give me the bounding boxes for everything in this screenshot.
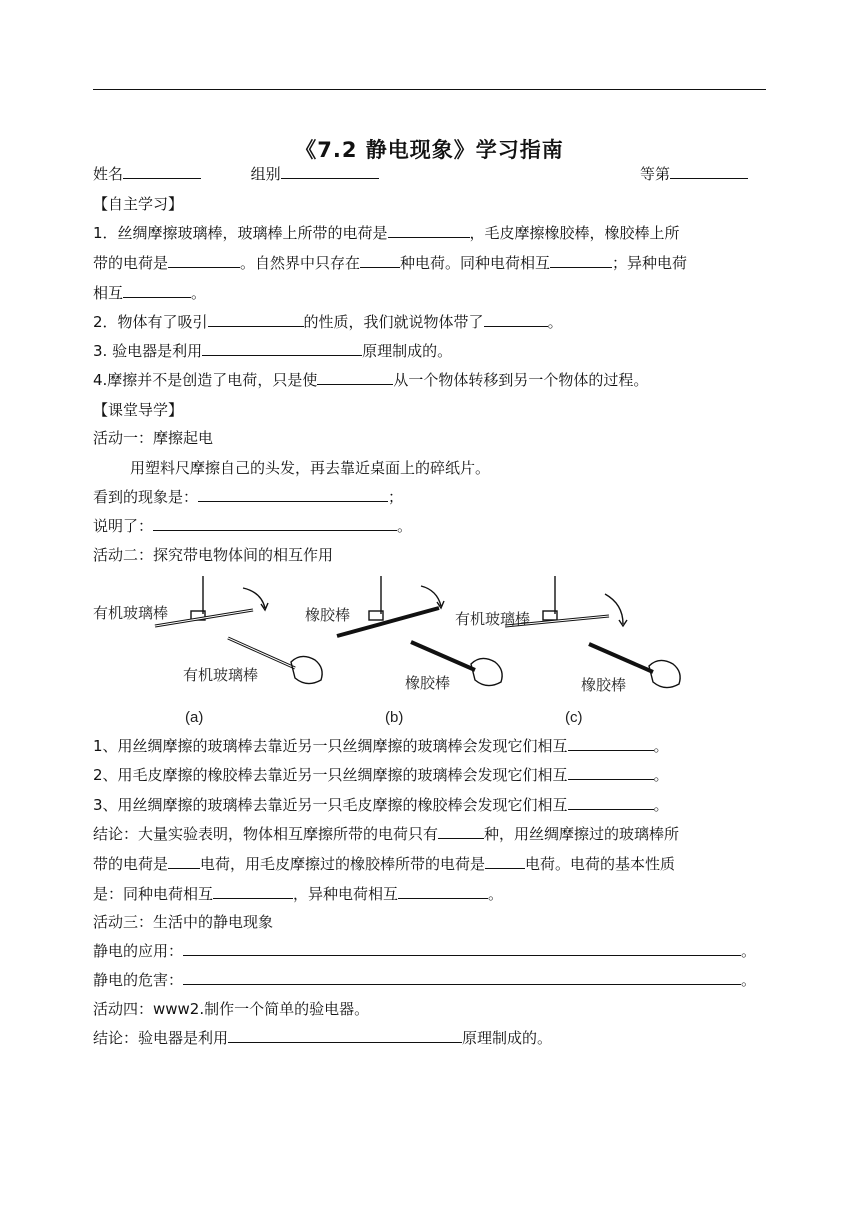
rubber-rod-c-hand (589, 644, 653, 672)
grade-field (640, 164, 748, 184)
q1-blank1[interactable] (388, 223, 470, 238)
grade-blank[interactable] (670, 164, 748, 179)
q2-blank2[interactable] (484, 312, 548, 327)
label-b-bottom: 橡胶棒 (405, 675, 451, 692)
conc-blank2[interactable] (168, 854, 200, 869)
caption-a: (a) (185, 709, 204, 726)
header-fields (93, 164, 379, 184)
q1-blank4[interactable] (550, 253, 612, 268)
activity1-observe: 看到的现象是： ； (93, 488, 404, 506)
q1-blank3[interactable] (360, 253, 400, 268)
label-c-bottom: 橡胶棒 (581, 677, 627, 694)
label-b-top: 橡胶棒 (305, 607, 351, 624)
harm-blank[interactable] (183, 970, 741, 985)
explain-blank[interactable] (153, 516, 397, 531)
section-self-study: 【自主学习】 (93, 195, 184, 213)
conc-blank5[interactable] (398, 884, 488, 899)
header-rule (93, 89, 766, 90)
hand-b (471, 658, 502, 685)
q2: 2．物体有了吸引 的性质，我们就说物体带了 。 (93, 313, 563, 331)
q1-line2: 带的电荷是 。自然界中只存在 种电荷。同种电荷相互 ；异种电荷 (93, 254, 688, 272)
s2-blank[interactable] (568, 765, 654, 780)
activity2-s2: 2、用毛皮摩擦的橡胶棒去靠近另一只丝绸摩擦的玻璃棒会发现它们相互 。 (93, 766, 669, 784)
q1-line1: 1．丝绸摩擦玻璃棒，玻璃棒上所带的电荷是 ，毛皮摩擦橡胶棒，橡胶棒上所 (93, 224, 680, 242)
conc-blank3[interactable] (485, 854, 525, 869)
grade-label: 等第 (640, 165, 671, 183)
activity2-s1: 1、用丝绸摩擦的玻璃棒去靠近另一只丝绸摩擦的玻璃棒会发现它们相互 。 (93, 737, 669, 755)
q3-blank[interactable] (202, 341, 362, 356)
label-a-top: 有机玻璃棒 (93, 605, 169, 622)
name-blank[interactable] (123, 164, 201, 179)
static-harm: 静电的危害： 。 (93, 971, 757, 989)
name-label: 姓名 (93, 165, 124, 183)
q1-line3: 相互 。 (93, 284, 207, 302)
application-blank[interactable] (183, 941, 741, 956)
activity4-conclusion: 结论：验电器是利用 原理制成的。 (93, 1029, 553, 1047)
static-application: 静电的应用： 。 (93, 942, 757, 960)
activity2-s3: 3、用丝绸摩擦的玻璃棒去靠近另一只毛皮摩擦的橡胶棒会发现它们相互 。 (93, 796, 669, 814)
conclusion-line2: 带的电荷是 电荷，用毛皮摩擦过的橡胶棒所带的电荷是 电荷。电荷的基本性质 (93, 855, 676, 873)
group-blank[interactable] (281, 164, 379, 179)
activity2-title: 活动二：探究带电物体间的相互作用 (93, 546, 334, 564)
arrow-c (605, 594, 623, 624)
section-classroom: 【课堂导学】 (93, 401, 184, 419)
q3: 3. 验电器是利用 原理制成的。 (93, 342, 453, 360)
hand-a (291, 656, 322, 683)
q1-blank5[interactable] (123, 283, 191, 298)
group-label: 组别 (250, 165, 281, 183)
conclusion-line3: 是：同种电荷相互 ，异种电荷相互 。 (93, 885, 504, 903)
q2-blank1[interactable] (208, 312, 304, 327)
activity3-title: 活动三：生活中的静电现象 (93, 913, 274, 931)
electroscope-blank[interactable] (228, 1028, 462, 1043)
page-title: 《7.2 静电现象》学习指南 (295, 138, 564, 162)
conc-blank1[interactable] (438, 824, 484, 839)
hand-c (649, 660, 680, 687)
q1-blank2[interactable] (168, 253, 240, 268)
activity1-explain: 说明了： 。 (93, 517, 413, 535)
observe-blank[interactable] (198, 487, 388, 502)
conclusion-line1: 结论：大量实验表明，物体相互摩擦所带的电荷只有 种，用丝绸摩擦过的玻璃棒所 (93, 825, 680, 843)
q4-blank[interactable] (317, 370, 393, 385)
rubber-rod-b-suspended (337, 608, 439, 636)
activity1-desc: 用塑料尺摩擦自己的头发，再去靠近桌面上的碎纸片。 (130, 459, 491, 477)
s1-blank[interactable] (568, 736, 654, 751)
figure-svg (93, 576, 693, 726)
rubber-rod-b-hand (411, 642, 475, 670)
label-c-top: 有机玻璃棒 (455, 611, 531, 628)
charge-interaction-figure (93, 576, 693, 726)
q4: 4.摩擦并不是创造了电荷，只是使 从一个物体转移到另一个物体的过程。 (93, 371, 649, 389)
activity1-title: 活动一：摩擦起电 (93, 429, 214, 447)
caption-b: (b) (385, 709, 404, 726)
caption-c: (c) (565, 709, 583, 726)
label-a-bottom: 有机玻璃棒 (183, 667, 259, 684)
activity4-title: 活动四：www2.制作一个简单的验电器。 (93, 1000, 370, 1018)
s3-blank[interactable] (568, 795, 654, 810)
conc-blank4[interactable] (213, 884, 293, 899)
